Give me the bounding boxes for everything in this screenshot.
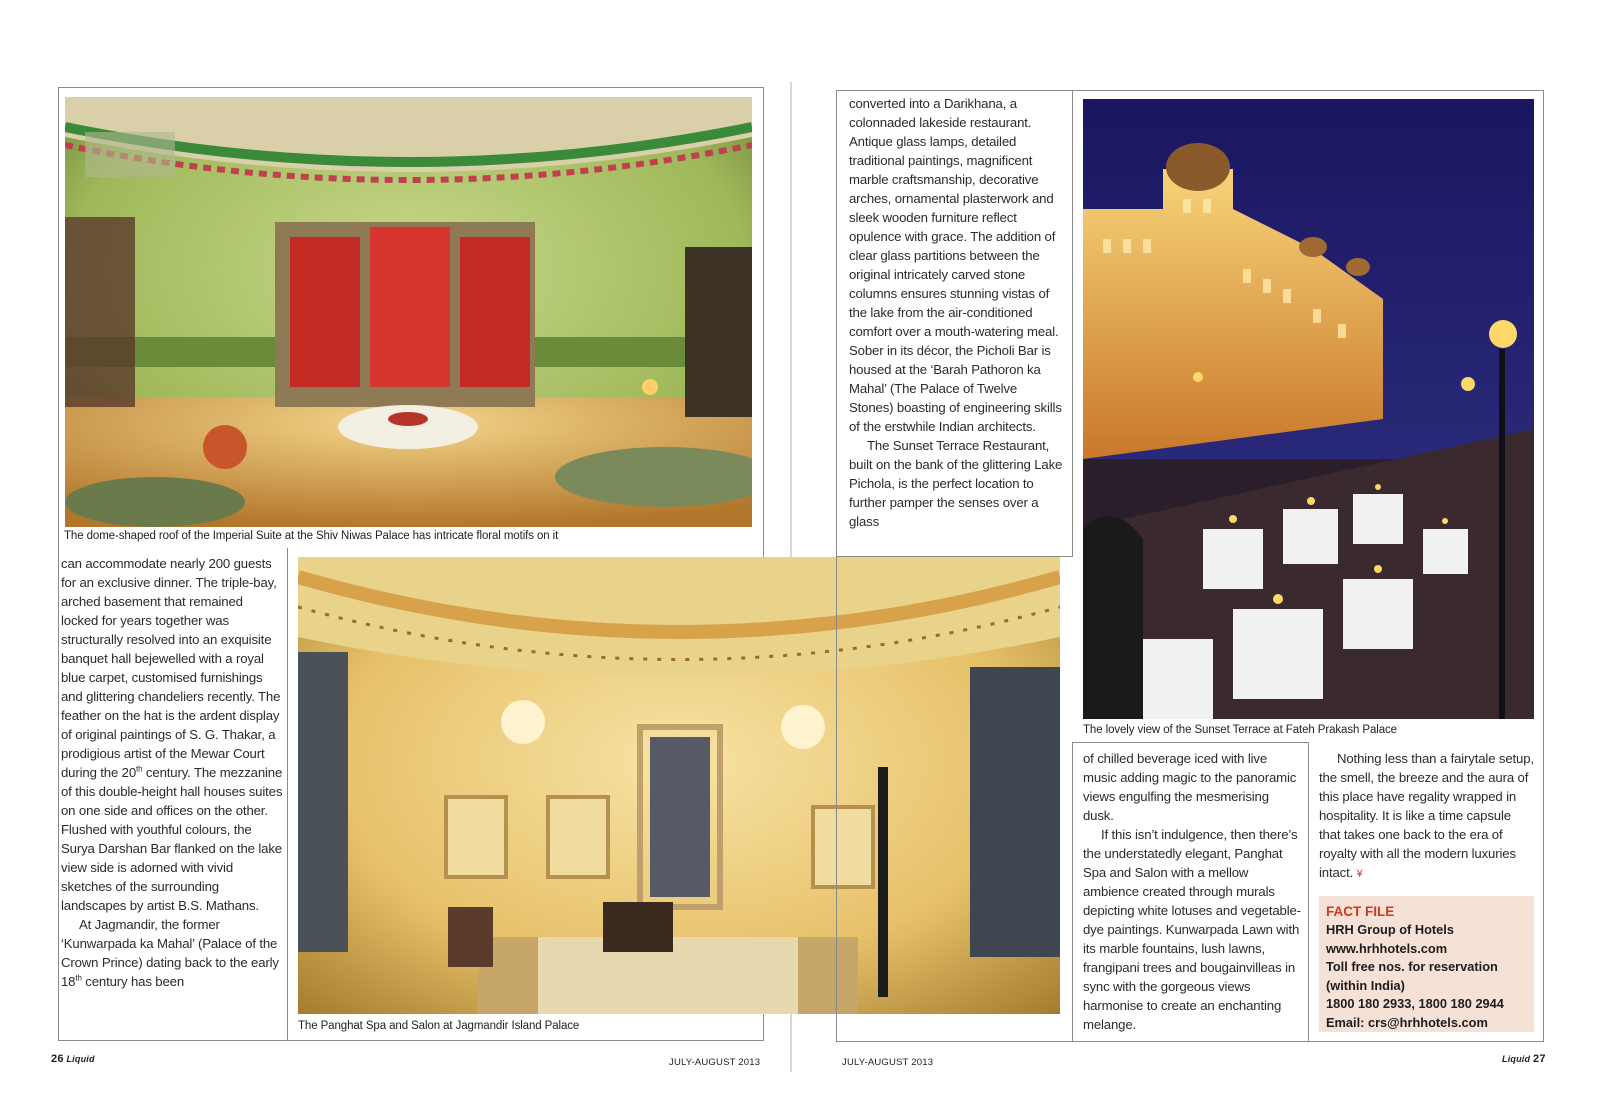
right-page-middle-column — [1083, 749, 1303, 1034]
paragraph-text: Nothing less than a fairytale setup, the smell, the breeze and the aura of this place have regality wrapped in hospitality. It is like a time capsule that takes one back to the era of royalty with all the modern luxuries intact. — [1319, 751, 1534, 880]
superscript: th — [75, 973, 82, 983]
right-page-issue: JULY-AUGUST 2013 — [842, 1057, 934, 1068]
fact-file-website: www.hrhhotels.com — [1326, 940, 1448, 956]
paragraph-text: At Jagmandir, the former ‘Kunwarpada ka Mahal’ (Palace of the Crown Prince) dating back to the early 18 — [61, 917, 279, 989]
fact-file-email: Email: crs@hrhhotels.com — [1326, 1014, 1488, 1030]
sunset-terrace-photo — [1083, 99, 1534, 719]
paragraph — [61, 915, 283, 991]
fact-file-line: Toll free nos. for reservation — [1326, 959, 1498, 975]
fact-file-line: (within India) — [1326, 977, 1405, 993]
paragraph — [1319, 749, 1534, 884]
left-page-number — [51, 1053, 95, 1065]
right-page-number — [1502, 1053, 1546, 1065]
paragraph-text: can accommodate nearly 200 guests for an exclusive dinner. The triple-bay, arched basement that remained locked for years together was structurally resolved into an exquisite banquet hall bejewelled with a royal blue carpet, customised furnishings and glittering chandeliers recently. The feather on the hat is the ardent display of original paintings of S. G. Thakar, a prodigious artist of the Mewar Court during the 20 — [61, 556, 281, 780]
right-page-right-column — [1319, 749, 1534, 884]
page-number: 26 — [51, 1053, 64, 1065]
paragraph: The Sunset Terrace Restaurant, built on the bank of the glittering Lake Pichola, is the perfect location to further pamper the senses over a glass — [849, 438, 1063, 529]
page-number: 27 — [1533, 1053, 1546, 1065]
end-mark-icon: ¥ — [1356, 868, 1363, 880]
left-page-issue: JULY-AUGUST 2013 — [669, 1057, 761, 1068]
paragraph-text: century. The mezzanine of this double-height hall houses suites on one side and offices on the other. Flushed with youthful colours, the Surya Darshan Bar flanked on the lake view side is adorned with vivid sketches of the surrounding landscapes by artist B.S. Mathans. — [61, 765, 283, 913]
fact-file-phone: 1800 180 2933, 1800 180 2944 — [1326, 996, 1504, 1012]
sunset-terrace-caption: The lovely view of the Sunset Terrace at Fateh Prakash Palace — [1083, 724, 1397, 736]
imperial-suite-caption: The dome-shaped roof of the Imperial Suite at the Shiv Niwas Palace has intricate floral motifs on it — [64, 530, 559, 542]
left-page-text-column — [61, 554, 283, 991]
brand-logo-text: Liquid — [1502, 1054, 1531, 1064]
right-page-top-column — [849, 94, 1064, 531]
imperial-suite-photo — [65, 97, 752, 527]
paragraph-text: century has been — [81, 974, 185, 989]
fact-file-title: FACT FILE — [1326, 904, 1395, 919]
paragraph: converted into a Darikhana, a colonnaded lakeside restaurant. Antique glass lamps, detailed traditional paintings, magnificent marble craftsmanship, decorative arches, ornamental plasterwork and sleek wooden furniture reflect opulence with grace. The addition of clear glass partitions between the original intricately carved stone columns ensures stunning vistas of the lake from the air-conditioned comfort over a mouth-watering meal. Sober in its décor, the Picholi Bar is housed at the ‘Barah Pathoron ka Mahal’ (The Palace of Twelve Stones) boasting of engineering skills of the erstwhile Indian architects. — [849, 96, 1062, 434]
paragraph: of chilled beverage iced with live music adding magic to the panoramic views engulfing the mesmerising dusk. — [1083, 751, 1297, 823]
superscript: th — [136, 764, 143, 774]
brand-logo-text: Liquid — [66, 1054, 95, 1064]
panghat-spa-caption: The Panghat Spa and Salon at Jagmandir Island Palace — [298, 1020, 580, 1032]
paragraph — [61, 554, 283, 915]
paragraph: If this isn’t indulgence, then there’s the understatedly elegant, Panghat Spa and Salon with a mellow ambience created through murals depicting white lotuses and vegetable-dye paintings. Kunwarpada Lawn with its marble fountains, lush lawns, frangipani trees and bougainvilleas in sync with the gorgeous views harmonise to create an enchanting melange. — [1083, 827, 1301, 1032]
fact-file-box — [1319, 896, 1534, 1032]
fact-file-line: HRH Group of Hotels — [1326, 922, 1454, 937]
